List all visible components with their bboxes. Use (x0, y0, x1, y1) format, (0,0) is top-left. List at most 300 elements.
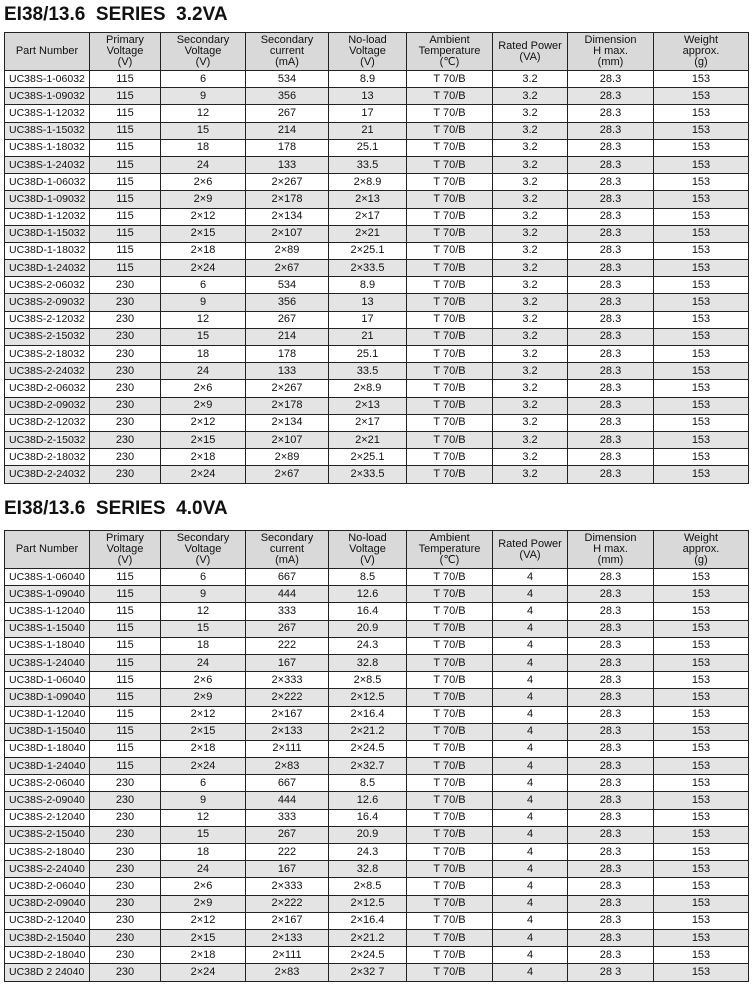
table-cell: T 70/B (407, 414, 493, 431)
table-cell: 28.3 (568, 689, 654, 706)
table-cell: 230 (90, 294, 161, 311)
table-cell: 28.3 (568, 947, 654, 964)
table-cell: 28.3 (568, 431, 654, 448)
part-number-cell: UC38S-1-12032 (5, 105, 90, 122)
table-cell: 32.8 (329, 654, 407, 671)
table-cell: 230 (90, 414, 161, 431)
table-cell: 24 (161, 861, 246, 878)
table-row (5, 277, 749, 294)
table-cell: T 70/B (407, 895, 493, 912)
table-cell: T 70/B (407, 328, 493, 345)
table-cell: T 70/B (407, 449, 493, 466)
table-cell: 115 (90, 723, 161, 740)
table-cell: 28.3 (568, 242, 654, 259)
part-number-cell: UC38D-1-18032 (5, 242, 90, 259)
table-cell: 2×18 (161, 242, 246, 259)
table-cell: T 70/B (407, 346, 493, 363)
column-header-line: Secondary (260, 34, 314, 46)
table-cell: 230 (90, 861, 161, 878)
table-cell: 2×15 (161, 929, 246, 946)
table-cell: 444 (246, 792, 329, 809)
table-cell: 15 (161, 826, 246, 843)
table-cell: 2×12 (161, 414, 246, 431)
table-cell: 28.3 (568, 88, 654, 105)
part-number-cell: UC38D-2-06040 (5, 878, 90, 895)
table-cell: 153 (654, 139, 749, 156)
table-cell: 4 (493, 929, 568, 946)
table-cell: 115 (90, 758, 161, 775)
table-cell: 12.6 (329, 792, 407, 809)
column-header-line: (mA) (275, 56, 299, 68)
table-cell: 2×21.2 (329, 723, 407, 740)
part-number-cell: UC38S-1-15032 (5, 122, 90, 139)
table-cell: 2×32 7 (329, 964, 407, 981)
table-row (5, 242, 749, 259)
table-cell: 28.3 (568, 414, 654, 431)
table-cell: 3.2 (493, 208, 568, 225)
table-cell: 133 (246, 363, 329, 380)
table-cell: 153 (654, 174, 749, 191)
table-cell: 2×8.9 (329, 174, 407, 191)
table-cell: 9 (161, 88, 246, 105)
table-row (5, 947, 749, 964)
table-cell: T 70/B (407, 758, 493, 775)
table-cell: 2×178 (246, 397, 329, 414)
table-cell: 2×32.7 (329, 758, 407, 775)
table-cell: 3.2 (493, 449, 568, 466)
part-number-cell: UC38S-1-09040 (5, 586, 90, 603)
table-body (5, 71, 749, 484)
part-number-cell: UC38D-2-12032 (5, 414, 90, 431)
part-number-cell: UC38S-1-24032 (5, 156, 90, 173)
table-cell: 153 (654, 826, 749, 843)
table-cell: 3.2 (493, 105, 568, 122)
table-cell: 6 (161, 775, 246, 792)
table-cell: 356 (246, 294, 329, 311)
table-cell: 115 (90, 174, 161, 191)
table-cell: 12 (161, 105, 246, 122)
column-header-line: (V) (195, 56, 211, 68)
part-number-cell: UC38D-1-06032 (5, 174, 90, 191)
table-row (5, 861, 749, 878)
table-cell: 4 (493, 878, 568, 895)
table-cell: 153 (654, 912, 749, 929)
table-cell: 2×12 (161, 706, 246, 723)
table-cell: 28.3 (568, 191, 654, 208)
table-row (5, 156, 749, 173)
table-cell: 2×24 (161, 260, 246, 277)
part-number-cell: UC38D-1-15032 (5, 225, 90, 242)
table-cell: 3.2 (493, 71, 568, 88)
table-cell: T 70/B (407, 397, 493, 414)
table-cell: 153 (654, 723, 749, 740)
table-cell: T 70/B (407, 878, 493, 895)
part-number-cell: UC38S-2-18032 (5, 346, 90, 363)
table-cell: 333 (246, 809, 329, 826)
column-header-line: Dimension (584, 34, 637, 46)
table-cell: 115 (90, 191, 161, 208)
table-cell: 28.3 (568, 71, 654, 88)
table-cell: 230 (90, 964, 161, 981)
column-header (493, 531, 568, 569)
table-cell: T 70/B (407, 775, 493, 792)
table-cell: 2×24.5 (329, 740, 407, 757)
column-header-line: approx. (682, 45, 720, 57)
table-cell: 3.2 (493, 363, 568, 380)
table-cell: 3.2 (493, 346, 568, 363)
table-cell: 2×6 (161, 380, 246, 397)
table-cell: 222 (246, 844, 329, 861)
column-header-line: (V) (360, 56, 375, 68)
table-cell: T 70/B (407, 105, 493, 122)
spec-table-3-2va (4, 32, 749, 484)
table-cell: 28.3 (568, 397, 654, 414)
table-cell: 28.3 (568, 844, 654, 861)
table-row (5, 603, 749, 620)
table-cell: 230 (90, 449, 161, 466)
table-cell: 133 (246, 156, 329, 173)
table-cell: 230 (90, 380, 161, 397)
table-cell: 4 (493, 912, 568, 929)
column-header-line: Primary (106, 532, 144, 544)
table-cell: 2×9 (161, 397, 246, 414)
table-cell: 230 (90, 912, 161, 929)
table-row (5, 260, 749, 277)
table-cell: 230 (90, 826, 161, 843)
table-cell: 3.2 (493, 294, 568, 311)
table-cell: 8.9 (329, 277, 407, 294)
table-cell: 2×222 (246, 689, 329, 706)
table-cell: 28.3 (568, 174, 654, 191)
table-row (5, 809, 749, 826)
table-cell: 4 (493, 947, 568, 964)
table-cell: 2×67 (246, 466, 329, 483)
column-header-line: (mA) (275, 554, 299, 566)
table-cell: 153 (654, 947, 749, 964)
table-cell: 3.2 (493, 397, 568, 414)
table-cell: 12 (161, 809, 246, 826)
table-cell: 153 (654, 397, 749, 414)
table-cell: T 70/B (407, 191, 493, 208)
table-cell: 115 (90, 242, 161, 259)
table-cell: 28.3 (568, 620, 654, 637)
table-cell: 115 (90, 603, 161, 620)
table-cell: 115 (90, 225, 161, 242)
part-number-cell: UC38D-2-18040 (5, 947, 90, 964)
column-header-line: (V) (117, 56, 133, 68)
table-cell: 28.3 (568, 775, 654, 792)
table-cell: 2×8.5 (329, 878, 407, 895)
table-cell: 28.3 (568, 809, 654, 826)
table-row (5, 689, 749, 706)
table-cell: T 70/B (407, 964, 493, 981)
table-cell: 28.3 (568, 311, 654, 328)
table-row (5, 964, 749, 981)
table-cell: 4 (493, 844, 568, 861)
table-row (5, 878, 749, 895)
table-cell: 115 (90, 620, 161, 637)
column-header-line: Dimension (584, 532, 637, 544)
column-header-line: approx. (682, 543, 720, 555)
table-cell: 32.8 (329, 861, 407, 878)
table-cell: 115 (90, 689, 161, 706)
table-cell: 153 (654, 637, 749, 654)
table-cell: 230 (90, 792, 161, 809)
table-cell: T 70/B (407, 277, 493, 294)
table-cell: 153 (654, 792, 749, 809)
part-number-cell: UC38S-2-09040 (5, 792, 90, 809)
table-cell: T 70/B (407, 71, 493, 88)
table-cell: T 70/B (407, 569, 493, 586)
table-cell: 115 (90, 71, 161, 88)
table-cell: 28.3 (568, 723, 654, 740)
table-cell: 4 (493, 895, 568, 912)
table-row (5, 431, 749, 448)
table-row (5, 88, 749, 105)
column-header-line: Voltage (106, 543, 144, 555)
table-cell: 3.2 (493, 156, 568, 173)
table-cell: 115 (90, 208, 161, 225)
table-cell: 18 (161, 346, 246, 363)
table-cell: 153 (654, 88, 749, 105)
table-cell: 3.2 (493, 311, 568, 328)
table-row (5, 466, 749, 483)
table-cell: 3.2 (493, 88, 568, 105)
table-cell: 230 (90, 431, 161, 448)
table-cell: T 70/B (407, 225, 493, 242)
table-cell: 24.3 (329, 844, 407, 861)
table-cell: 267 (246, 311, 329, 328)
part-number-cell: UC38S-1-15040 (5, 620, 90, 637)
table-cell: 9 (161, 792, 246, 809)
table-cell: 667 (246, 775, 329, 792)
table-cell: 16.4 (329, 603, 407, 620)
table-cell: 267 (246, 620, 329, 637)
table-cell: 28.3 (568, 826, 654, 843)
table-cell: 28.3 (568, 861, 654, 878)
table-cell: 3.2 (493, 225, 568, 242)
table-cell: 24.3 (329, 637, 407, 654)
column-header (407, 33, 493, 71)
table-cell: 153 (654, 586, 749, 603)
table-row (5, 311, 749, 328)
part-number-cell: UC38S-1-06032 (5, 71, 90, 88)
table-cell: 15 (161, 328, 246, 345)
part-number-cell: UC38D 2 24040 (5, 964, 90, 981)
part-number-cell: UC38D-2-24032 (5, 466, 90, 483)
column-header-line: Voltage (184, 45, 222, 57)
table-cell: 2×178 (246, 191, 329, 208)
column-header (568, 531, 654, 569)
table-cell: 3.2 (493, 191, 568, 208)
part-number-cell: UC38S-2-12032 (5, 311, 90, 328)
table-cell: 18 (161, 637, 246, 654)
part-number-cell: UC38S-2-15040 (5, 826, 90, 843)
table-cell: 153 (654, 878, 749, 895)
column-header-line: (g) (694, 554, 708, 566)
table-cell: 2×25.1 (329, 242, 407, 259)
part-number-cell: UC38S-2-24032 (5, 363, 90, 380)
table-cell: 24 (161, 654, 246, 671)
table-cell: 153 (654, 294, 749, 311)
table-cell: 153 (654, 861, 749, 878)
part-number-cell: UC38D-1-09032 (5, 191, 90, 208)
table-row (5, 569, 749, 586)
table-cell: 28.3 (568, 449, 654, 466)
table-cell: 153 (654, 242, 749, 259)
table-row (5, 620, 749, 637)
table-cell: 2×24 (161, 758, 246, 775)
table-cell: 28.3 (568, 912, 654, 929)
table-cell: 4 (493, 569, 568, 586)
table-cell: 28.3 (568, 792, 654, 809)
table-cell: T 70/B (407, 122, 493, 139)
section-title-3-2va: EI38/13.6 SERIES 3.2VA (4, 4, 228, 25)
column-header-line: Rated Power (498, 39, 562, 52)
table-cell: 9 (161, 586, 246, 603)
table-cell: 2×21.2 (329, 929, 407, 946)
table-cell: 4 (493, 809, 568, 826)
table-cell: 153 (654, 431, 749, 448)
table-cell: 153 (654, 105, 749, 122)
table-cell: 20.9 (329, 620, 407, 637)
table-cell: T 70/B (407, 242, 493, 259)
table-cell: T 70/B (407, 603, 493, 620)
table-cell: 230 (90, 277, 161, 294)
table-cell: 2×167 (246, 706, 329, 723)
table-cell: 115 (90, 260, 161, 277)
table-cell: 2×33.5 (329, 466, 407, 483)
table-cell: T 70/B (407, 654, 493, 671)
table-row (5, 637, 749, 654)
spec-table-4-0va (4, 530, 749, 982)
table-cell: T 70/B (407, 620, 493, 637)
table-cell: 12 (161, 311, 246, 328)
table-cell: 3.2 (493, 380, 568, 397)
column-header-line: H max. (593, 45, 628, 57)
column-header-line: current (269, 45, 305, 57)
table-row (5, 105, 749, 122)
table-header-row (5, 531, 749, 569)
table-cell: 21 (329, 122, 407, 139)
table-cell: 153 (654, 620, 749, 637)
table-cell: 28.3 (568, 586, 654, 603)
table-cell: 115 (90, 156, 161, 173)
column-header-line: Temperature (418, 543, 481, 555)
table-cell: 4 (493, 706, 568, 723)
table-cell: T 70/B (407, 466, 493, 483)
table-cell: 115 (90, 139, 161, 156)
table-cell: T 70/B (407, 139, 493, 156)
table-cell: 28.3 (568, 277, 654, 294)
table-cell: 153 (654, 929, 749, 946)
table-cell: 28.3 (568, 895, 654, 912)
table-cell: 15 (161, 620, 246, 637)
table-cell: 2×15 (161, 431, 246, 448)
table-cell: 153 (654, 569, 749, 586)
table-cell: 3.2 (493, 277, 568, 294)
table-row (5, 139, 749, 156)
column-header (90, 531, 161, 569)
column-header-line: (℃) (439, 56, 460, 68)
table-cell: 3.2 (493, 466, 568, 483)
table-cell: 153 (654, 277, 749, 294)
table-row (5, 414, 749, 431)
table-cell: 230 (90, 895, 161, 912)
table-cell: 8.9 (329, 71, 407, 88)
table-cell: 153 (654, 740, 749, 757)
table-cell: 2×6 (161, 878, 246, 895)
table-cell: 17 (329, 105, 407, 122)
part-number-cell: UC38S-1-24040 (5, 654, 90, 671)
table-cell: 2×16.4 (329, 912, 407, 929)
column-header (654, 531, 749, 569)
column-header-line: (℃) (439, 554, 460, 566)
table-cell: 178 (246, 139, 329, 156)
table-row (5, 912, 749, 929)
table-cell: 24 (161, 156, 246, 173)
table-cell: 24 (161, 363, 246, 380)
column-header-line: (V) (360, 554, 375, 566)
table-cell: 2×18 (161, 449, 246, 466)
table-cell: 18 (161, 139, 246, 156)
part-number-cell: UC38S-2-09032 (5, 294, 90, 311)
table-cell: 230 (90, 363, 161, 380)
table-cell: 2×6 (161, 672, 246, 689)
table-cell: 15 (161, 122, 246, 139)
part-number-cell: UC38D-1-18040 (5, 740, 90, 757)
table-cell: T 70/B (407, 706, 493, 723)
table-cell: 2×134 (246, 414, 329, 431)
table-cell: 230 (90, 346, 161, 363)
table-cell: 28.3 (568, 260, 654, 277)
table-row (5, 449, 749, 466)
table-cell: 28.3 (568, 294, 654, 311)
table-cell: T 70/B (407, 672, 493, 689)
column-header-line: Voltage (106, 45, 144, 57)
table-cell: 28.3 (568, 706, 654, 723)
table-cell: 115 (90, 105, 161, 122)
table-row (5, 758, 749, 775)
table-cell: 2×17 (329, 414, 407, 431)
table-cell: 178 (246, 346, 329, 363)
table-cell: 267 (246, 105, 329, 122)
table-cell: T 70/B (407, 740, 493, 757)
column-header (90, 33, 161, 71)
table-cell: 2×12 (161, 912, 246, 929)
table-cell: 153 (654, 346, 749, 363)
table-cell: T 70/B (407, 861, 493, 878)
table-row (5, 844, 749, 861)
table-cell: 2×89 (246, 449, 329, 466)
column-header-line: Voltage (349, 543, 386, 555)
table-cell: 3.2 (493, 260, 568, 277)
table-cell: 2×167 (246, 912, 329, 929)
table-cell: T 70/B (407, 174, 493, 191)
table-cell: 534 (246, 71, 329, 88)
table-cell: 444 (246, 586, 329, 603)
table-cell: 153 (654, 466, 749, 483)
table-cell: 230 (90, 809, 161, 826)
table-cell: 4 (493, 689, 568, 706)
part-number-cell: UC38S-2-06040 (5, 775, 90, 792)
column-header-line: Voltage (184, 543, 222, 555)
table-cell: 28.3 (568, 156, 654, 173)
column-header-line: current (269, 543, 305, 555)
table-cell: 8.5 (329, 775, 407, 792)
table-cell: 4 (493, 620, 568, 637)
table-cell: 28.3 (568, 208, 654, 225)
